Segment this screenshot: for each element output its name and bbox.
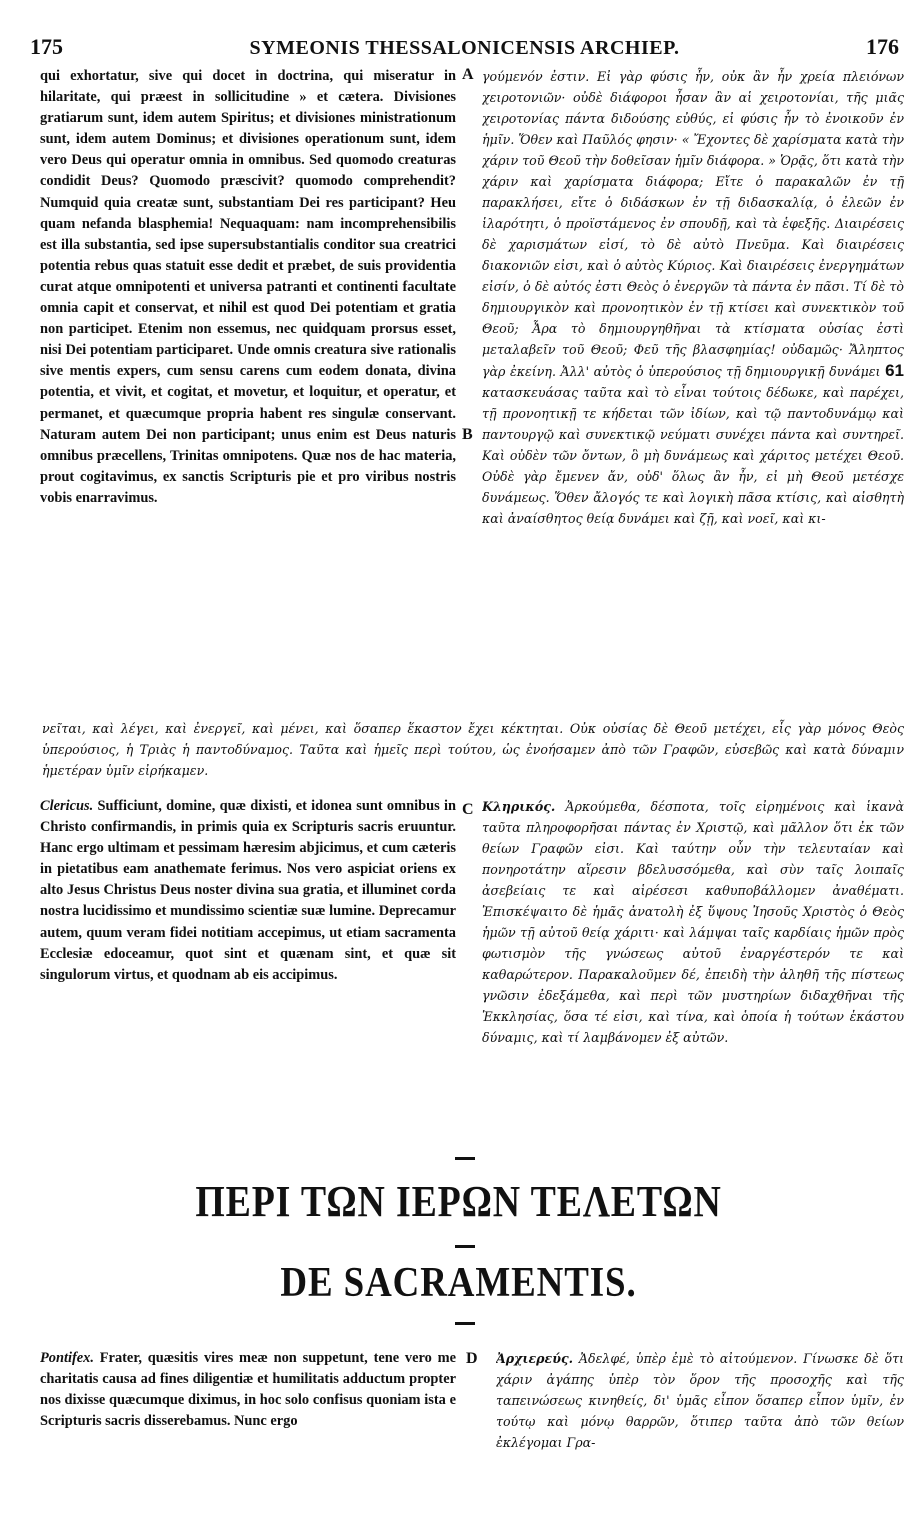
upper-greek-column (482, 66, 904, 716)
upper-latin-text: qui exhortatur, sive qui docet in doctrina, qui miseratur in hilaritate, qui præest in sollicitudine » et cætera. Divisiones gratiarum sunt, idem autem Spiritus; et divisiones ministrationum sunt, idem autem Dominus; et divisiones operationum sunt, idem vero Deus qui operatur omnia in omnibus. Sed quomodo creaturas condidit Deus? Quomodo præscivit? quomodo comprehendit? Numquid quia creatæ sunt, substantiam Dei res participant? Heu quam nefanda blasphemia! Nequaquam: nam incomprehensibilis est illa substantia, sed ipse supersubstantialis conditor sua creatrici potentia rebus quas statuit esse dedit et præbet, de suis providentia curat atque omnipotenti et universa patranti et continenti facultate omnia capit et conservat, et nihil est quod Dei potentiam et gratia non participet. Etenim non essemus, nec quidquam prorsus esset, nisi Dei potentiam participaret. Unde omnis creatura sive rationalis sive mentis expers, cum sensu carens cum eodem donata, divina potentia, et vivit, et cogitat, et movetur, et loquitur, et operatur, et permanet, et quæcumque propria habent res singulæ conservant. Naturam autem Dei non participant; unus enim est Deus naturis omnibus præcellens, Trinitas omnipotens. Quæ nos de hac materia, prout cogitavimus, ex sanctis Scripturis pie et pro viribus nostris vobis enarravimus. (40, 68, 456, 506)
middle-greek-column (482, 796, 904, 1141)
divider-rule-top (455, 1157, 475, 1160)
middle-latin-column (40, 796, 456, 1096)
speaker-klerikos: Κληρικός. (482, 799, 556, 814)
lower-greek-text: Ἀδελφέ, ὑπὲρ ἐμὲ τὸ αἰτούμενον. Γίνωσκε δὲ ὅτι χάριν ἀγάπης ὑπὲρ τὸν ὅρον τῆς προσοχῆς καὶ τῆς ταπεινώσεως κινηθείς, δι' ὑμᾶς εἶπον ὅσαπερ εἶπον ὑμῖν, ἐν τούτῳ καὶ μόνῳ θαρρῶν, ὅτιπερ ταῦτα ἀπὸ τῶν θείων ἐκλέγομαι Γρα- (496, 1351, 904, 1450)
greek-edition-page-mark: 61 (885, 361, 904, 380)
middle-latin-paragraph (40, 796, 456, 986)
margin-marker-b: B (462, 426, 473, 443)
speaker-pontifex: Pontifex. (40, 1350, 94, 1366)
running-header (30, 34, 899, 64)
latin-section-title: DE SACRAMENTIS. (280, 1260, 637, 1306)
margin-marker-a: A (462, 66, 474, 83)
right-page-number: 176 (865, 34, 899, 59)
lower-latin-paragraph (40, 1348, 456, 1432)
lower-latin-text: Frater, quæsitis vires meæ non suppetunt, tene vero me charitatis causa ad fines diligentiæ et humilitatis adductum propter nos dixisse quæcumque diximus, in hoc solo confisus quoniam ista e Scripturis sacris disserebamus. Nunc ergo (40, 1350, 456, 1430)
divider-rule-bottom (455, 1322, 475, 1325)
spanning-greek-text: νεῖται, καὶ λέγει, καὶ ἐνεργεῖ, καὶ μένει, καὶ ὅσαπερ ἕκαστον ἔχει κέκτηται. Οὐκ οὐσίας δὲ Θεοῦ μετέχει, εἷς γὰρ μόνος Θεὸς ὑπερούσιος, ἡ Τριὰς ἡ παντοδύναμος. Ταῦτα καὶ ἡμεῖς περὶ τούτου, ὡς ἐνοήσαμεν ἀπὸ τῶν Γραφῶν, εὐσεβῶς καὶ κατὰ δύναμιν ἡμετέραν ὑμῖν εἰρήκαμεν. (42, 721, 904, 778)
lower-greek-paragraph (496, 1348, 904, 1453)
lower-greek-column (496, 1348, 904, 1458)
upper-latin-column (40, 66, 456, 716)
middle-greek-paragraph (482, 796, 904, 1048)
speaker-clericus: Clericus. (40, 798, 94, 814)
upper-greek-text-part2: κατασκευάσας ταῦτα καὶ τὸ εἶναι τούτοις δέδωκε, καὶ παρέχει, τῇ προνοητικῇ τε κήδεται τῶν ἰδίων, καὶ τῷ παντοδυνάμῳ καὶ παντουργῷ καὶ συνεκτικῷ νεύματι συνέχει πάντα καὶ συντηρεῖ. Καὶ οὐδὲν τῶν ὄντων, ὃ μὴ δυνάμεως καὶ χάριτος μετέχει Θεοῦ. Οὐδὲ γὰρ ἔμενεν ἄν, οὐδ' ὅλως ἂν ἦν, εἰ μὴ Θεοῦ μετέσχε δυνάμεως. Ὅθεν ἄλογός τε καὶ λογικὴ πᾶσα κτίσις, καὶ αἰσθητὴ καὶ ἀναίσθητος θείᾳ δυνάμει καὶ ζῇ, καὶ νοεῖ, καὶ κι- (482, 385, 904, 526)
running-title: SYMEONIS THESSALONICENSIS ARCHIEP. (249, 37, 680, 59)
greek-section-title: ΠΕΡΙ ΤΩΝ ΙΕΡΩΝ ΤΕΛΕΤΩΝ (195, 1177, 722, 1226)
left-page-number: 175 (30, 34, 63, 59)
middle-latin-text: Sufficiunt, domine, quæ dixisti, et idonea sunt omnibus in Christo confirmandis, in primis quia ex Scripturis sacris eruuntur. Hanc ergo ultimam et pessimam hæresim abjicimus, et cum cæteris in pietatibus eam anathemate ferimus. Nos vero aspiciat oriens ex alto Jesus Christus Deus noster divina sua gratia, et illuminet corda nostra lucidissimo et mundissimo scientiæ suæ lumine. Deprecamur autem, quum veram fidei notitiam accepimus, ut etiam sacramenta Ecclesiæ edoceamur, quot sint et quænam sint, et quæ sit singulorum virtus, et quodnam ab eis accipimus. (40, 798, 456, 983)
middle-greek-text: Ἀρκούμεθα, δέσποτα, τοῖς εἰρημένοις καὶ ἱκανὰ ταῦτα πληροφορῆσαι πάντας ἐν Χριστῷ, καὶ μᾶλλον ὅτι ἐκ τῶν θείων Γραφῶν εἰσι. Καὶ ταύτην οὖν τὴν τελευταίαν καὶ πονηροτάτην αἵρεσιν βδελυσσόμεθα, καὶ σὺν ταῖς λοιπαῖς ἀσεβείαις τε καὶ αἱρέσεσι καθυποβάλλομεν ἀναθέματι. Ἐπισκέψαιτο δὲ ἡμᾶς ἀνατολὴ ἐξ ὕψους Ἰησοῦς Χριστὸς ὁ Θεὸς ἡμῶν τῇ αὐτοῦ θείᾳ χάριτι· καὶ λάμψαι ταῖς καρδίαις ἡμῶν πρὸς φωτισμὸν τῆς γνώσεως αὐτοῦ ἐναργέστερόν τε καὶ καθαρώτερον. Παρακαλοῦμεν δέ, ἐπειδὴ τὴν ἀληθῆ τῆς πίστεως γνῶσιν ἐδεξάμεθα, καὶ περὶ τῶν μυστηρίων διδαχθῆναι τῆς Ἐκκλησίας, ὅσα τέ εἰσι, καὶ τίνα, καὶ ὁποία ἡ τούτων ἑκάστου δύναμις, καὶ τί λαμβάνομεν ἐξ αὐτῶν. (482, 799, 904, 1045)
margin-marker-d: D (466, 1350, 478, 1367)
speaker-archiereus: Ἀρχιερεύς. (496, 1351, 574, 1366)
lower-latin-column (40, 1348, 456, 1458)
upper-greek-text-part1: γούμενόν ἐστιν. Εἰ γὰρ φύσις ἦν, οὐκ ἂν ἦν χρεία πλειόνων χειροτονιῶν· οὐδὲ διάφοροι ἦσαν ἂν αἱ χειροτονίαι, τῆς μιᾶς χειροτονίας πάντα διδούσης εὐθύς, εἰ φύσις ἦν τὸ ἐνοικοῦν ἐν ἡμῖν. Ὅθεν καὶ Παῦλός φησιν· « Ἔχοντες δὲ χαρίσματα κατὰ τὴν χάριν τοῦ Θεοῦ τὴν δοθεῖσαν ἡμῖν διάφορα. » Ὁρᾷς, ὅτι κατὰ τὴν χάριν καὶ χαρίσματα διάφορα; Εἴτε ὁ παρακαλῶν ἐν τῇ παρακλήσει, εἴτε ὁ διδάσκων ἐν τῇ διδασκαλίᾳ, ὁ ἐλεῶν ἐν ἱλαρότητι, ὁ προϊστάμενος ἐν σπουδῇ, καὶ τὰ ἑφεξῆς. Διαιρέσεις δὲ χαρισμάτων εἰσί, τὸ δὲ αὐτὸ Πνεῦμα. Καὶ διαιρέσεις διακονιῶν εἰσι, καὶ ὁ αὐτὸς Κύριος. Καὶ διαιρέσεις ἐνεργημάτων εἰσίν, ὁ δὲ αὐτός ἐστι Θεὸς ὁ ἐνεργῶν τὰ πάντα ἐν πᾶσι. Τί δὲ τὸ δημιουργικὸν καὶ προνοητικὸν ἐν τῇ κτίσει καὶ συνεκτικὸν τοῦ Θεοῦ; Ἆρα τὸ δημιουργηθῆναι τὰ κτίσματα οὐσίας ἐστὶ μεταλαβεῖν τοῦ Θεοῦ; Φεῦ τῆς βλασφημίας! οὐδαμῶς· Ἄληπτος γὰρ ἐκείνη. Ἀλλ' αὐτὸς ὁ ὑπερούσιος τῇ δημιουργικῇ δυνάμει (482, 69, 904, 379)
margin-marker-c: C (462, 801, 474, 818)
divider-rule-middle (455, 1245, 475, 1248)
upper-greek-paragraph (482, 66, 904, 529)
